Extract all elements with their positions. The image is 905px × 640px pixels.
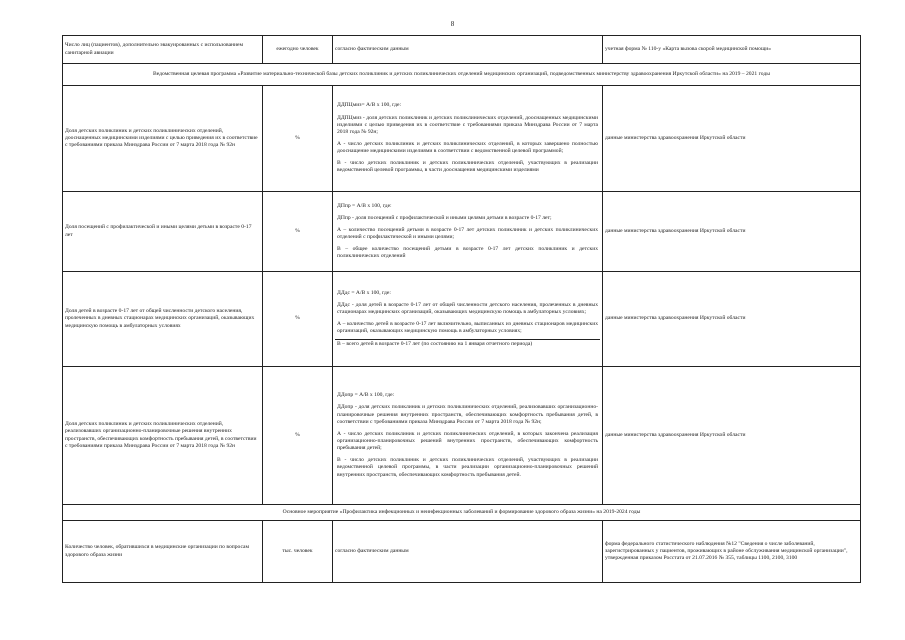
source-cell: данные министерства здравоохранения Иркутской области bbox=[603, 367, 861, 505]
method-cell bbox=[333, 86, 603, 192]
table-row bbox=[63, 36, 861, 64]
table-row bbox=[63, 192, 861, 272]
method-paragraph: В - число детских поликлиник и детских поликлинических отделений, участвующих в реализации ведомственной целевой программы, в части дооснащения медицинскими изделиями bbox=[337, 160, 598, 174]
method-cell: согласно фактическим данным bbox=[333, 521, 603, 583]
indicator-cell: Доля детских поликлиник и детских поликлинических отделений, дооснащенных медицинскими изделиями с целью приведения их в соответствие с требованиями приказа Минздрава России от 7 марта 2018 года № 92н bbox=[63, 86, 263, 192]
source-cell: данные министерства здравоохранения Иркутской области bbox=[603, 192, 861, 272]
indicator-cell: Число лиц (пациентов), дополнительно эвакуированных с использованием санитарной авиации bbox=[63, 36, 263, 64]
section-title: Ведомственная целевая программа «Развитие материально-технической базы детских поликлиник и детских поликлинических отделений медицинских организаций, подведомственных министерству здравоохранения Иркутской области» на 2019 – 2021 годы bbox=[63, 64, 861, 86]
page-number: 8 bbox=[450, 20, 455, 28]
indicator-cell: Доля детей в возрасте 0-17 лет от общей численности детского населения, пролеченных в дневных стационарах медицинских организаций, оказывающих медицинскую помощь в амбулаторных условиях bbox=[63, 272, 263, 367]
formula-line: ДПпр = А/В х 100, где: bbox=[337, 202, 392, 209]
method-paragraph: А - число детских поликлиник и детских поликлинических отделений, в которых завершено полностью дооснащение медицинскими изделиями в соответствии с ведомственной целевой программой; bbox=[337, 141, 598, 155]
table-row bbox=[63, 86, 861, 192]
unit-cell: % bbox=[263, 86, 333, 192]
section-title: Основное мероприятие «Профилактика инфекционных и неинфекционных заболеваний и формирование здорового образа жизни» на 2019-2024 годы bbox=[63, 505, 861, 521]
method-paragraph: В – общее количество посещений детьми в возрасте 0-17 лет детских поликлиник и детских поликлинических отделений bbox=[337, 246, 598, 260]
method-paragraph: ДПпр - доля посещений с профилактической и иными целями детьми в возрасте 0-17 лет; bbox=[337, 214, 552, 221]
unit-cell: % bbox=[263, 272, 333, 367]
unit-cell: % bbox=[263, 367, 333, 505]
indicators-table bbox=[62, 35, 861, 583]
formula-line: ДДдс = А/В х 100, где: bbox=[337, 289, 391, 296]
indicator-cell: Количество человек, обратившихся в медицинские организации по вопросам здорового образа жизни bbox=[63, 521, 263, 583]
method-paragraph: ДДПЦмиз - доля детских поликлиник и детских поликлинических отделений, дооснащенных медицинскими изделиями с целью приведения их в соответствие с требованиями приказа Минздрава России от 7 марта 2018 года № 92н; bbox=[337, 114, 598, 135]
unit-cell: ежегодно человек bbox=[263, 36, 333, 64]
formula-line: ДДопр = А/В х 100, где: bbox=[337, 392, 395, 399]
source-cell: учетная форма № 110-у «Карта вызова скорой медицинской помощи» bbox=[603, 36, 861, 64]
method-paragraph: А – количество детей в возрасте 0-17 лет включительно, выписанных из дневных стационаров медицинских организаций, оказывающих медицинскую помощь в амбулаторных условиях; bbox=[337, 321, 598, 335]
section-header-row bbox=[63, 64, 861, 86]
table-row bbox=[63, 272, 861, 367]
formula-line: ДДПЦмиз= А/В х 100, где: bbox=[337, 102, 402, 109]
method-cell bbox=[333, 272, 603, 367]
method-paragraph: ДДопр - доля детских поликлиник и детских поликлинических отделений, реализовавших организационно-планировочные решения внутренних пространств, обеспечивающих комфортность пребывания детей, в соответствии с требованиями приказа Минздрава России от 7 марта 2018 года № 92н; bbox=[337, 404, 598, 425]
source-cell: данные министерства здравоохранения Иркутской области bbox=[603, 86, 861, 192]
unit-cell: % bbox=[263, 192, 333, 272]
method-cell: согласно фактическим данным bbox=[333, 36, 603, 64]
section-header-row bbox=[63, 505, 861, 521]
method-cell bbox=[333, 367, 603, 505]
indicator-cell: Доля посещений с профилактической и иными целями детьми в возрасте 0-17 лет bbox=[63, 192, 263, 272]
indicator-cell: Доля детских поликлиник и детских поликлинических отделений, реализовавших организационно-планировочные решения внутренних пространств, обеспечивающих комфортность пребывания детей, в соответствии с требованиями приказа Минздрава России от 7 марта 2018 года № 92н bbox=[63, 367, 263, 505]
method-paragraph: В - число детских поликлиник и детских поликлинических отделений, участвующих в реализации ведомственной целевой программы, в части реализации организационно-планировочных решений внутренних пространств, обеспечивающих комфортность пребывания детей. bbox=[337, 457, 598, 478]
method-paragraph: В – всего детей в возрасте 0-17 лет (по состоянию на 1 января отчетного периода) bbox=[335, 339, 600, 349]
source-cell: данные министерства здравоохранения Иркутской области bbox=[603, 272, 861, 367]
source-cell: форма федерального статистического наблюдения №12 "Сведения о числе заболеваний, зарегистрированных у пациентов, проживающих в районе обслуживания медицинской организации", утвержденная приказом Росстата от 21.07.2016 № 355, таблицы 1100, 2100, 3100 bbox=[603, 521, 861, 583]
method-cell bbox=[333, 192, 603, 272]
method-paragraph: А - число детских поликлиник и детских поликлинических отделений, в которых закончена реализация организационно-планировочных решений внутренних пространств, обеспечивающих комфортность пребывания детей; bbox=[337, 430, 598, 452]
method-paragraph: А – количество посещений детьми в возрасте 0-17 лет детских поликлиник и детских поликлинических отделений с профилактической и иными целями; bbox=[337, 226, 598, 240]
table-row bbox=[63, 521, 861, 583]
method-paragraph: ДДдс - доля детей в возрасте 0-17 лет от общей численности детского населения, пролеченных в дневных стационарах медицинских организаций, оказывающих медицинскую помощь в амбулаторных условиях; bbox=[337, 301, 598, 315]
table-row bbox=[63, 367, 861, 505]
unit-cell: тыс. человек bbox=[263, 521, 333, 583]
